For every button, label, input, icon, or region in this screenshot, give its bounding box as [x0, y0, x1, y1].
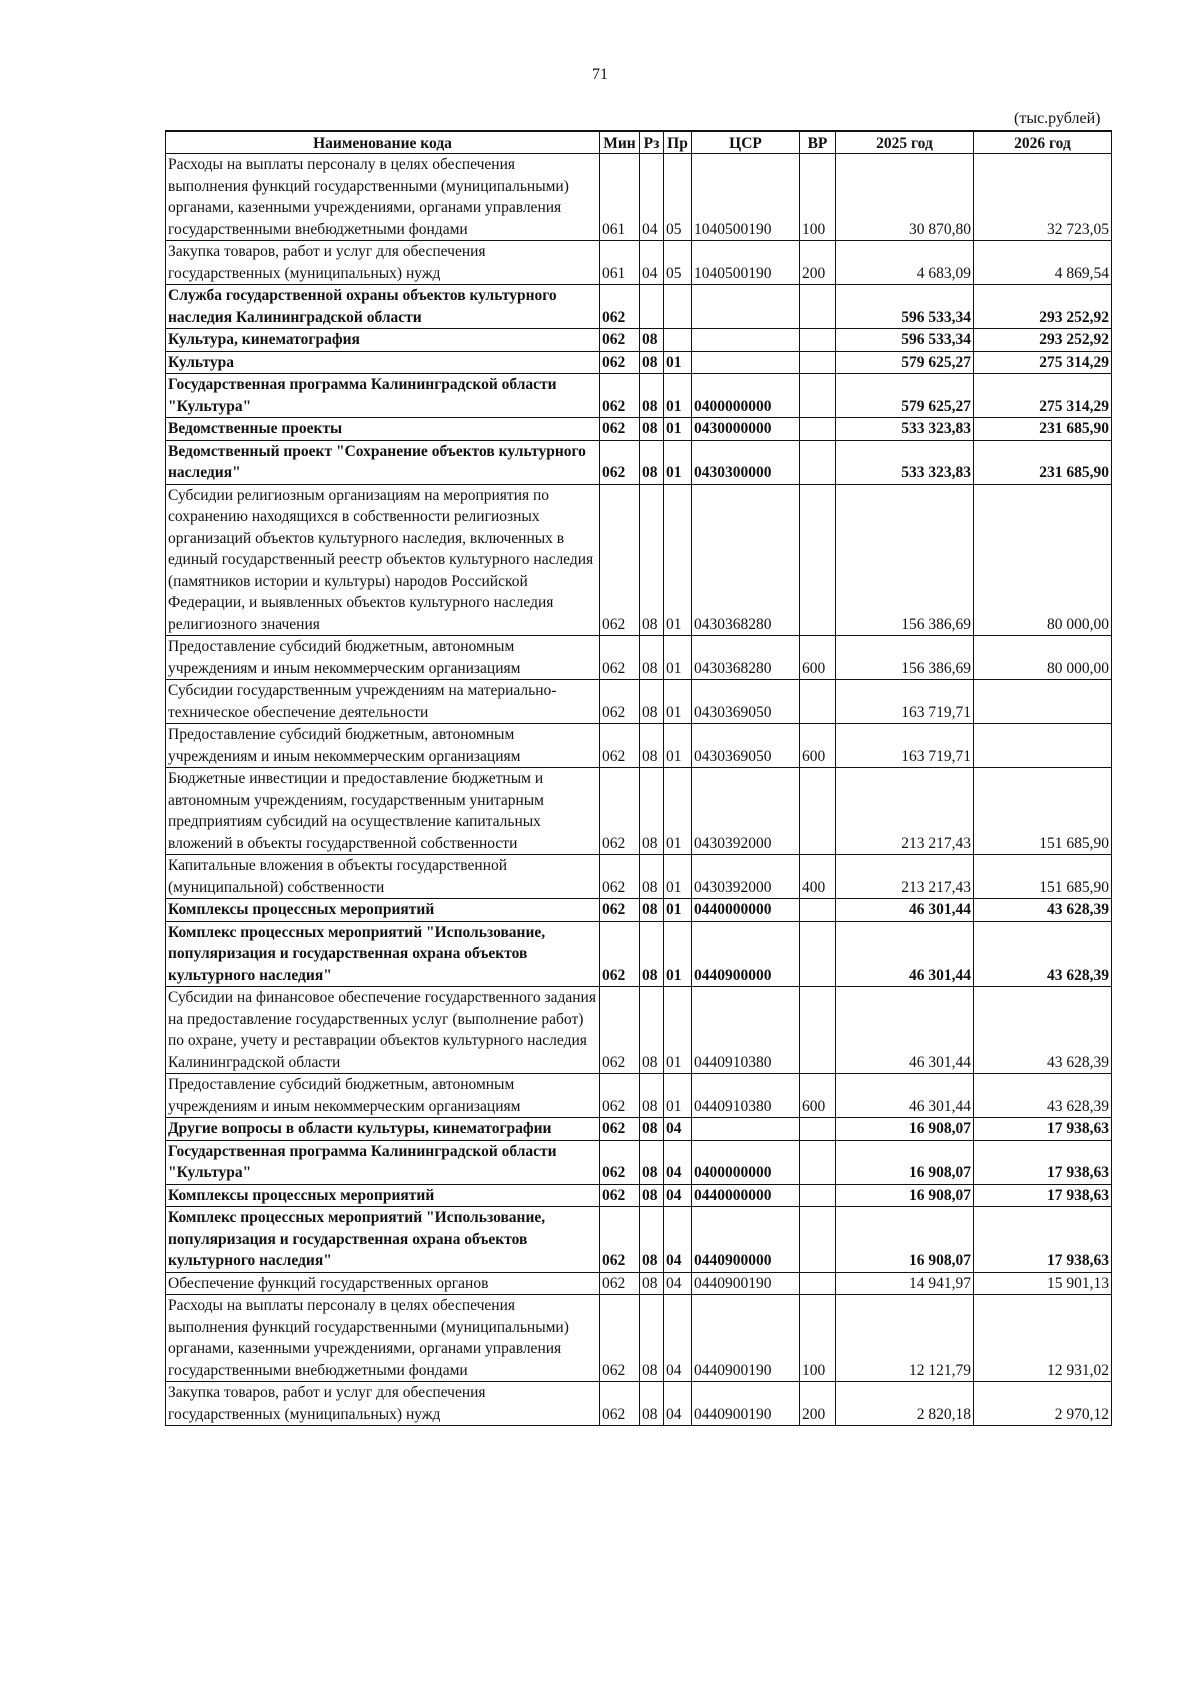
name-cell: Предоставление субсидий бюджетным, автономным учреждениям и иным некоммерческим организациям	[166, 1074, 600, 1118]
name-cell: Субсидии религиозным организациям на мероприятия по сохранению находящихся в собственности религиозных организаций объектов культурного наследия, включенных в единый государственный реестр объектов культурного наследия (памятников истории и культуры) народов Российской Федерации, и выявленных объектов культурного наследия религиозного значения	[166, 484, 600, 636]
table-row	[166, 440, 1112, 484]
table-row	[166, 154, 1112, 241]
vr-cell	[800, 351, 836, 374]
header-csr: ЦСР	[692, 131, 800, 154]
name-cell: Ведомственный проект "Сохранение объектов культурного наследия"	[166, 440, 600, 484]
vr-cell: 600	[800, 1074, 836, 1118]
min-cell: 062	[600, 1140, 640, 1184]
amount-2025-cell: 16 908,07	[836, 1184, 974, 1207]
csr-cell: 0440000000	[692, 1184, 800, 1207]
amount-2025-cell: 596 533,34	[836, 285, 974, 329]
csr-cell: 0430392000	[692, 768, 800, 855]
name-cell: Культура	[166, 351, 600, 374]
pr-cell: 04	[664, 1184, 692, 1207]
csr-cell: 0440000000	[692, 899, 800, 922]
csr-cell: 0400000000	[692, 374, 800, 418]
csr-cell: 0440910380	[692, 987, 800, 1074]
name-cell: Комплекс процессных мероприятий "Использование, популяризация и государственная охрана объектов культурного наследия"	[166, 921, 600, 987]
min-cell: 062	[600, 921, 640, 987]
amount-2025-cell: 46 301,44	[836, 921, 974, 987]
vr-cell	[800, 899, 836, 922]
table-row	[166, 724, 1112, 768]
table-row	[166, 374, 1112, 418]
amount-2026-cell: 17 938,63	[974, 1184, 1112, 1207]
rz-cell: 08	[640, 921, 664, 987]
amount-2025-cell: 4 683,09	[836, 241, 974, 285]
name-cell: Бюджетные инвестиции и предоставление бюджетным и автономным учреждениям, государственным унитарным предприятиям субсидий на осуществление капитальных вложений в объекты государственной собственности	[166, 768, 600, 855]
name-cell: Служба государственной охраны объектов культурного наследия Калининградской области	[166, 285, 600, 329]
amount-2025-cell: 16 908,07	[836, 1118, 974, 1141]
min-cell: 062	[600, 1272, 640, 1295]
amount-2026-cell: 32 723,05	[974, 154, 1112, 241]
name-cell: Ведомственные проекты	[166, 418, 600, 441]
vr-cell	[800, 329, 836, 352]
name-cell: Предоставление субсидий бюджетным, автономным учреждениям и иным некоммерческим организациям	[166, 636, 600, 680]
vr-cell	[800, 374, 836, 418]
table-row	[166, 1140, 1112, 1184]
amount-2025-cell: 213 217,43	[836, 855, 974, 899]
vr-cell	[800, 1118, 836, 1141]
min-cell: 062	[600, 1382, 640, 1426]
vr-cell: 600	[800, 724, 836, 768]
pr-cell: 01	[664, 1074, 692, 1118]
pr-cell: 04	[664, 1140, 692, 1184]
rz-cell: 08	[640, 351, 664, 374]
amount-2026-cell: 17 938,63	[974, 1118, 1112, 1141]
table-row	[166, 768, 1112, 855]
amount-2025-cell: 14 941,97	[836, 1272, 974, 1295]
amount-2026-cell: 17 938,63	[974, 1140, 1112, 1184]
amount-2026-cell: 293 252,92	[974, 329, 1112, 352]
table-row	[166, 241, 1112, 285]
pr-cell: 04	[664, 1295, 692, 1382]
amount-2026-cell: 293 252,92	[974, 285, 1112, 329]
vr-cell	[800, 1207, 836, 1273]
name-cell: Закупка товаров, работ и услуг для обеспечения государственных (муниципальных) нужд	[166, 1382, 600, 1426]
vr-cell	[800, 285, 836, 329]
rz-cell: 08	[640, 1295, 664, 1382]
table-row	[166, 285, 1112, 329]
min-cell: 062	[600, 724, 640, 768]
min-cell: 062	[600, 1207, 640, 1273]
amount-2026-cell: 43 628,39	[974, 1074, 1112, 1118]
name-cell: Субсидии государственным учреждениям на материально-техническое обеспечение деятельности	[166, 680, 600, 724]
csr-cell: 0440900190	[692, 1295, 800, 1382]
amount-2026-cell: 4 869,54	[974, 241, 1112, 285]
rz-cell: 08	[640, 484, 664, 636]
rz-cell: 08	[640, 1272, 664, 1295]
rz-cell: 08	[640, 1118, 664, 1141]
min-cell: 061	[600, 154, 640, 241]
amount-2025-cell: 30 870,80	[836, 154, 974, 241]
amount-2026-cell	[974, 680, 1112, 724]
csr-cell: 1040500190	[692, 154, 800, 241]
amount-2025-cell: 156 386,69	[836, 636, 974, 680]
amount-2026-cell: 12 931,02	[974, 1295, 1112, 1382]
csr-cell: 0430369050	[692, 680, 800, 724]
amount-2025-cell: 46 301,44	[836, 899, 974, 922]
table-row	[166, 987, 1112, 1074]
amount-2025-cell: 2 820,18	[836, 1382, 974, 1426]
min-cell: 062	[600, 680, 640, 724]
units-label: (тыс.рублей)	[1014, 110, 1101, 127]
pr-cell: 01	[664, 484, 692, 636]
pr-cell: 01	[664, 418, 692, 441]
min-cell: 062	[600, 285, 640, 329]
csr-cell: 0430000000	[692, 418, 800, 441]
pr-cell: 01	[664, 855, 692, 899]
vr-cell	[800, 921, 836, 987]
rz-cell: 08	[640, 855, 664, 899]
table-body	[166, 154, 1112, 1426]
table-row	[166, 484, 1112, 636]
amount-2025-cell: 579 625,27	[836, 374, 974, 418]
min-cell: 061	[600, 241, 640, 285]
csr-cell: 0440900000	[692, 1207, 800, 1273]
name-cell: Комплексы процессных мероприятий	[166, 899, 600, 922]
header-min: Мин	[600, 131, 640, 154]
table-header-row	[166, 131, 1112, 154]
amount-2026-cell: 80 000,00	[974, 636, 1112, 680]
pr-cell: 01	[664, 899, 692, 922]
min-cell: 062	[600, 418, 640, 441]
vr-cell: 200	[800, 1382, 836, 1426]
header-2025: 2025 год	[836, 131, 974, 154]
rz-cell: 08	[640, 1140, 664, 1184]
amount-2025-cell: 16 908,07	[836, 1140, 974, 1184]
rz-cell: 08	[640, 899, 664, 922]
amount-2026-cell: 17 938,63	[974, 1207, 1112, 1273]
min-cell: 062	[600, 1295, 640, 1382]
min-cell: 062	[600, 1074, 640, 1118]
name-cell: Государственная программа Калининградской области "Культура"	[166, 374, 600, 418]
csr-cell: 0430368280	[692, 484, 800, 636]
vr-cell: 100	[800, 1295, 836, 1382]
csr-cell	[692, 351, 800, 374]
header-rz: Рз	[640, 131, 664, 154]
table-row	[166, 418, 1112, 441]
vr-cell	[800, 484, 836, 636]
csr-cell: 0440900190	[692, 1272, 800, 1295]
amount-2026-cell: 2 970,12	[974, 1382, 1112, 1426]
pr-cell: 04	[664, 1382, 692, 1426]
header-name: Наименование кода	[166, 131, 600, 154]
min-cell: 062	[600, 1118, 640, 1141]
amount-2025-cell: 596 533,34	[836, 329, 974, 352]
rz-cell: 08	[640, 329, 664, 352]
amount-2025-cell: 213 217,43	[836, 768, 974, 855]
csr-cell: 0440900000	[692, 921, 800, 987]
vr-cell	[800, 768, 836, 855]
table-row	[166, 1272, 1112, 1295]
rz-cell: 08	[640, 440, 664, 484]
min-cell: 062	[600, 855, 640, 899]
name-cell: Культура, кинематография	[166, 329, 600, 352]
pr-cell: 01	[664, 921, 692, 987]
table-row	[166, 329, 1112, 352]
table-row	[166, 855, 1112, 899]
min-cell: 062	[600, 768, 640, 855]
rz-cell: 08	[640, 724, 664, 768]
amount-2025-cell: 46 301,44	[836, 1074, 974, 1118]
amount-2025-cell: 16 908,07	[836, 1207, 974, 1273]
name-cell: Капитальные вложения в объекты государственной (муниципальной) собственности	[166, 855, 600, 899]
rz-cell	[640, 285, 664, 329]
pr-cell: 01	[664, 636, 692, 680]
table-row	[166, 899, 1112, 922]
csr-cell: 0440900190	[692, 1382, 800, 1426]
csr-cell: 0430369050	[692, 724, 800, 768]
table-row	[166, 1382, 1112, 1426]
pr-cell: 01	[664, 680, 692, 724]
rz-cell: 08	[640, 987, 664, 1074]
amount-2026-cell: 43 628,39	[974, 987, 1112, 1074]
vr-cell	[800, 1184, 836, 1207]
vr-cell	[800, 680, 836, 724]
min-cell: 062	[600, 374, 640, 418]
amount-2025-cell: 533 323,83	[836, 418, 974, 441]
rz-cell: 08	[640, 418, 664, 441]
amount-2026-cell: 80 000,00	[974, 484, 1112, 636]
amount-2025-cell: 533 323,83	[836, 440, 974, 484]
amount-2025-cell: 163 719,71	[836, 724, 974, 768]
amount-2026-cell	[974, 724, 1112, 768]
amount-2025-cell: 579 625,27	[836, 351, 974, 374]
table-row	[166, 1295, 1112, 1382]
table-row	[166, 921, 1112, 987]
rz-cell: 04	[640, 154, 664, 241]
table-row	[166, 1207, 1112, 1273]
table-row	[166, 351, 1112, 374]
vr-cell: 600	[800, 636, 836, 680]
rz-cell: 08	[640, 768, 664, 855]
name-cell: Закупка товаров, работ и услуг для обеспечения государственных (муниципальных) нужд	[166, 241, 600, 285]
min-cell: 062	[600, 1184, 640, 1207]
csr-cell: 0440910380	[692, 1074, 800, 1118]
rz-cell: 08	[640, 1207, 664, 1273]
min-cell: 062	[600, 440, 640, 484]
vr-cell	[800, 987, 836, 1074]
table-row	[166, 1184, 1112, 1207]
min-cell: 062	[600, 351, 640, 374]
pr-cell: 04	[664, 1272, 692, 1295]
min-cell: 062	[600, 484, 640, 636]
rz-cell: 04	[640, 241, 664, 285]
rz-cell: 08	[640, 1382, 664, 1426]
pr-cell: 04	[664, 1207, 692, 1273]
amount-2025-cell: 46 301,44	[836, 987, 974, 1074]
vr-cell: 200	[800, 241, 836, 285]
name-cell: Государственная программа Калининградской области "Культура"	[166, 1140, 600, 1184]
rz-cell: 08	[640, 1074, 664, 1118]
vr-cell	[800, 1272, 836, 1295]
csr-cell: 0400000000	[692, 1140, 800, 1184]
pr-cell	[664, 285, 692, 329]
name-cell: Расходы на выплаты персоналу в целях обеспечения выполнения функций государственными (муниципальными) органами, казенными учреждениями, органами управления государственными внебюджетными фондами	[166, 154, 600, 241]
header-vr: ВР	[800, 131, 836, 154]
amount-2026-cell: 15 901,13	[974, 1272, 1112, 1295]
name-cell: Предоставление субсидий бюджетным, автономным учреждениям и иным некоммерческим организациям	[166, 724, 600, 768]
name-cell: Субсидии на финансовое обеспечение государственного задания на предоставление государственных услуг (выполнение работ) по охране, учету и реставрации объектов культурного наследия Калининградской области	[166, 987, 600, 1074]
pr-cell: 01	[664, 987, 692, 1074]
amount-2026-cell: 275 314,29	[974, 351, 1112, 374]
header-2026: 2026 год	[974, 131, 1112, 154]
amount-2026-cell: 231 685,90	[974, 440, 1112, 484]
amount-2026-cell: 231 685,90	[974, 418, 1112, 441]
pr-cell: 05	[664, 154, 692, 241]
amount-2026-cell: 43 628,39	[974, 899, 1112, 922]
pr-cell: 01	[664, 768, 692, 855]
rz-cell: 08	[640, 680, 664, 724]
vr-cell	[800, 418, 836, 441]
pr-cell: 01	[664, 374, 692, 418]
name-cell: Расходы на выплаты персоналу в целях обеспечения выполнения функций государственными (муниципальными) органами, казенными учреждениями, органами управления государственными внебюджетными фондами	[166, 1295, 600, 1382]
table-row	[166, 680, 1112, 724]
table-row	[166, 636, 1112, 680]
csr-cell: 0430392000	[692, 855, 800, 899]
table-row	[166, 1118, 1112, 1141]
name-cell: Комплекс процессных мероприятий "Использование, популяризация и государственная охрана объектов культурного наследия"	[166, 1207, 600, 1273]
pr-cell: 01	[664, 724, 692, 768]
rz-cell: 08	[640, 374, 664, 418]
pr-cell	[664, 329, 692, 352]
budget-table	[165, 130, 1112, 1426]
amount-2026-cell: 275 314,29	[974, 374, 1112, 418]
amount-2025-cell: 163 719,71	[836, 680, 974, 724]
csr-cell	[692, 1118, 800, 1141]
name-cell: Обеспечение функций государственных органов	[166, 1272, 600, 1295]
amount-2025-cell: 156 386,69	[836, 484, 974, 636]
csr-cell: 0430300000	[692, 440, 800, 484]
vr-cell: 100	[800, 154, 836, 241]
min-cell: 062	[600, 987, 640, 1074]
min-cell: 062	[600, 329, 640, 352]
csr-cell	[692, 329, 800, 352]
rz-cell: 08	[640, 636, 664, 680]
pr-cell: 04	[664, 1118, 692, 1141]
rz-cell: 08	[640, 1184, 664, 1207]
amount-2025-cell: 12 121,79	[836, 1295, 974, 1382]
amount-2026-cell: 43 628,39	[974, 921, 1112, 987]
csr-cell: 1040500190	[692, 241, 800, 285]
min-cell: 062	[600, 636, 640, 680]
amount-2026-cell: 151 685,90	[974, 768, 1112, 855]
pr-cell: 01	[664, 351, 692, 374]
csr-cell: 0430368280	[692, 636, 800, 680]
csr-cell	[692, 285, 800, 329]
header-pr: Пр	[664, 131, 692, 154]
name-cell: Другие вопросы в области культуры, кинематографии	[166, 1118, 600, 1141]
table-row	[166, 1074, 1112, 1118]
amount-2026-cell: 151 685,90	[974, 855, 1112, 899]
vr-cell	[800, 1140, 836, 1184]
page-number: 71	[592, 66, 608, 83]
pr-cell: 01	[664, 440, 692, 484]
name-cell: Комплексы процессных мероприятий	[166, 1184, 600, 1207]
vr-cell: 400	[800, 855, 836, 899]
min-cell: 062	[600, 899, 640, 922]
vr-cell	[800, 440, 836, 484]
pr-cell: 05	[664, 241, 692, 285]
